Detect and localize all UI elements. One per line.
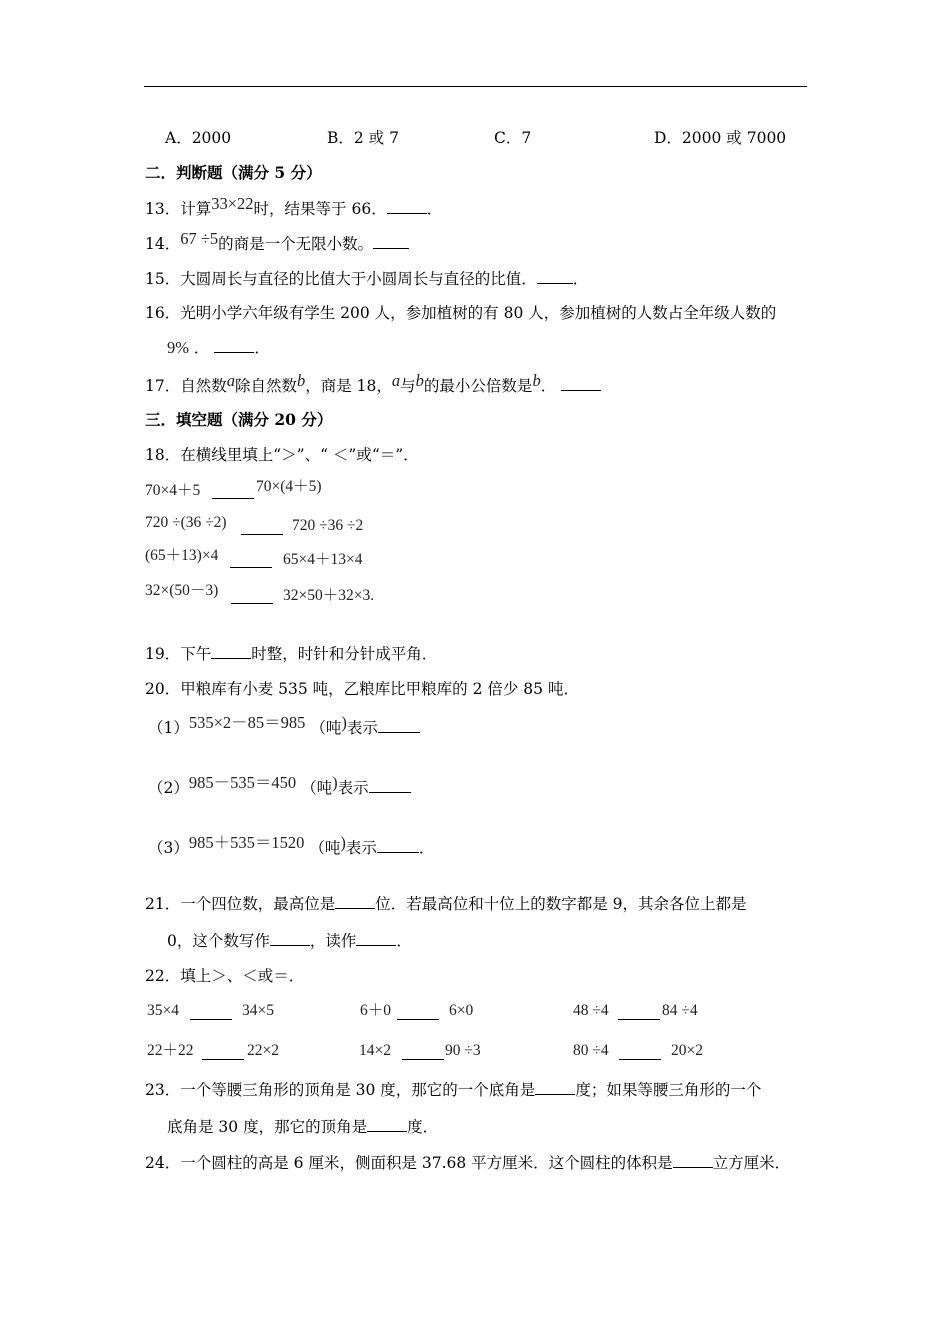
question-15	[145, 269, 588, 289]
q13-expr: 33×22	[211, 194, 254, 213]
q13-num: 13．计算	[145, 200, 212, 218]
q20-sub3-num: （3）	[148, 839, 189, 857]
q18-row2-right: 720 ÷36 ÷2	[292, 517, 364, 534]
q20-sub1-label: 表示	[346, 719, 378, 737]
q22-item6-left: 80 ÷4	[573, 1042, 609, 1059]
q18-row4-right: 32×50＋32×3.	[283, 587, 375, 604]
q22-item1-right: 34×5	[242, 1002, 274, 1019]
q14-text: 的商是一个无限小数。	[218, 235, 374, 253]
q22-item2-blank[interactable]	[397, 1005, 439, 1020]
q22-item1-left: 35×4	[147, 1002, 179, 1019]
q19-t2: 时整，时针和分针成平角．	[251, 645, 438, 663]
option-a: A．2000	[165, 129, 232, 147]
q18-row2-blank[interactable]	[241, 520, 283, 535]
q17-t1: 除自然数	[234, 377, 297, 395]
section-3-heading: 三．填空题（满分 20 分）	[145, 410, 333, 429]
q24-t1: 24．一个圆柱的高是 6 厘米，侧面积是 37.68 平方厘米．这个圆柱的体积是	[145, 1154, 673, 1172]
question-16-cont: 9% ． ．	[167, 338, 270, 357]
q23-t1: 23．一个等腰三角形的顶角是 30 度，那它的一个底角是	[145, 1081, 536, 1099]
question-22: 22．填上＞、＜或＝．	[145, 967, 305, 985]
q18-row1-blank[interactable]	[212, 484, 254, 499]
q20-sub3-label: 表示	[345, 839, 377, 857]
q20-sub2-paren: )	[332, 773, 338, 792]
q22-item4-right: 22×2	[247, 1042, 279, 1059]
q17-blank[interactable]	[561, 376, 601, 391]
q21-t3: 0，这个数写作	[167, 932, 270, 950]
q20-sub2-expr: 985－535＝450	[188, 773, 297, 792]
q17-tail: ．	[540, 377, 557, 395]
q24-t2: 立方厘米．	[712, 1154, 791, 1172]
q22-item3-blank[interactable]	[618, 1005, 660, 1020]
q16-tail: ．	[254, 339, 270, 357]
question-23	[145, 1080, 761, 1100]
q22-item1-blank[interactable]	[190, 1005, 232, 1020]
q22-item5-right: 90 ÷3	[445, 1042, 481, 1059]
q18-row2-left: 720 ÷(36 ÷2)	[145, 514, 227, 531]
q20-sub3-paren: )	[340, 833, 346, 852]
q20-sub1-expr: 535×2－85＝985	[188, 713, 306, 732]
q21-t4: ，读作	[309, 932, 357, 950]
q22-item6-right: 20×2	[671, 1042, 703, 1059]
q20-sub3-unit: （吨	[309, 839, 341, 857]
q20-sub1-unit: （吨	[310, 719, 342, 737]
q24-blank[interactable]	[673, 1153, 713, 1168]
q20-sub1	[148, 713, 420, 738]
q17-t2: ，商是 18，	[305, 377, 392, 395]
q20-sub3	[148, 833, 435, 858]
q16-line1: 16．光明小学六年级有学生 200 人，参加植树的有 80 人，参加植树的人数占全年级人数的	[145, 304, 777, 322]
q18-row4-blank[interactable]	[231, 589, 273, 604]
q15-text: 15．大圆周长与直径的比值大于小圆周长与直径的比值．	[145, 270, 537, 288]
q17-num: 17．自然数	[145, 377, 227, 395]
question-20: 20．甲粮库有小麦 535 吨，乙粮库比甲粮库的 2 倍少 85 吨．	[145, 680, 579, 698]
q22-item6-blank[interactable]	[619, 1045, 661, 1060]
q22-item5-left: 14×2	[359, 1042, 391, 1059]
q23-t2: 度；如果等腰三角形的一个	[575, 1081, 762, 1099]
question-21	[145, 894, 747, 914]
q21-blank-1[interactable]	[335, 894, 375, 909]
question-17	[145, 371, 601, 396]
q22-item3-left: 48 ÷4	[573, 1002, 609, 1019]
q22-item2-right: 6×0	[449, 1002, 474, 1019]
q21-t1: 21．一个四位数，最高位是	[145, 895, 336, 913]
q19-blank[interactable]	[211, 644, 251, 659]
q20-sub2	[148, 773, 411, 798]
q21-tail: ．	[396, 932, 412, 950]
q22-item5-blank[interactable]	[402, 1045, 444, 1060]
q14-expr: 67 ÷5	[180, 229, 219, 248]
question-23-cont	[167, 1117, 438, 1137]
q20-sub2-label: 表示	[337, 779, 369, 797]
option-d: D．2000 或 7000	[654, 129, 787, 147]
q14-blank[interactable]	[373, 234, 409, 249]
question-24	[145, 1153, 790, 1173]
question-16	[145, 303, 776, 323]
q23-blank-2[interactable]	[367, 1117, 407, 1132]
q18-row3-blank[interactable]	[230, 553, 272, 568]
question-13	[145, 194, 443, 219]
q17-var-b3: b	[532, 371, 541, 390]
section-2-heading: 二．判断题（满分 5 分）	[145, 163, 322, 182]
q17-var-a: a	[226, 371, 235, 390]
question-21-cont	[167, 931, 412, 951]
question-19	[145, 644, 437, 664]
q18-end: .	[370, 587, 375, 604]
q20-sub1-paren: )	[341, 713, 347, 732]
q23-t4: 度．	[407, 1118, 439, 1136]
q16-blank[interactable]	[214, 338, 254, 353]
q20-sub1-num: （1）	[148, 719, 189, 737]
q20-sub3-blank[interactable]	[377, 838, 419, 853]
q13-blank[interactable]	[387, 199, 427, 214]
option-c: C．7	[494, 129, 532, 147]
q23-t3: 底角是 30 度，那它的顶角是	[167, 1118, 368, 1136]
question-14	[145, 229, 409, 254]
q20-sub2-blank[interactable]	[369, 778, 411, 793]
q20-sub3-tail: ．	[418, 839, 435, 857]
q18-row1-right: 70×(4＋5)	[256, 478, 322, 495]
q17-var-b2: b	[415, 371, 424, 390]
header-rule	[144, 86, 807, 87]
q22-item3-right: 84 ÷4	[662, 1002, 698, 1019]
q21-blank-2[interactable]	[270, 931, 310, 946]
q20-sub3-expr: 985＋535＝1520	[188, 833, 305, 852]
q17-var-a2: a	[391, 371, 401, 390]
q13-text: 时，结果等于 66．	[253, 200, 387, 218]
q17-var-b: b	[297, 371, 306, 390]
q20-sub2-unit: （吨	[301, 779, 333, 797]
q21-t2: 位．若最高位和十位上的数字都是 9，其余各位上都是	[375, 895, 747, 913]
q18-row3-left: (65＋13)×4	[145, 547, 219, 564]
q17-t4: 的最小公倍数是	[423, 377, 533, 395]
q17-t3: 与	[400, 377, 416, 395]
q21-blank-3[interactable]	[356, 931, 396, 946]
question-18: 18．在横线里填上“＞”、“ ＜”或“＝”．	[145, 446, 419, 464]
q16-pct: 9%	[167, 338, 189, 357]
q23-blank-1[interactable]	[535, 1080, 575, 1095]
q18-row1-left: 70×4＋5	[145, 482, 201, 499]
q19-t1: 19．下午	[145, 645, 212, 663]
q20-sub1-blank[interactable]	[378, 718, 420, 733]
q22-item4-left: 22＋22	[147, 1042, 194, 1059]
q15-tail: ．	[572, 270, 589, 288]
q18-row3-right: 65×4＋13×4	[283, 551, 363, 568]
q15-blank[interactable]	[537, 269, 573, 284]
q20-sub2-num: （2）	[148, 779, 189, 797]
q13-tail: ．	[426, 200, 443, 218]
q22-item4-blank[interactable]	[202, 1045, 244, 1060]
q14-num: 14．	[145, 235, 181, 253]
q22-item2-left: 6＋0	[360, 1002, 392, 1019]
q18-row4-left: 32×(50－3)	[145, 582, 219, 599]
option-b: B．2 或 7	[327, 129, 399, 147]
